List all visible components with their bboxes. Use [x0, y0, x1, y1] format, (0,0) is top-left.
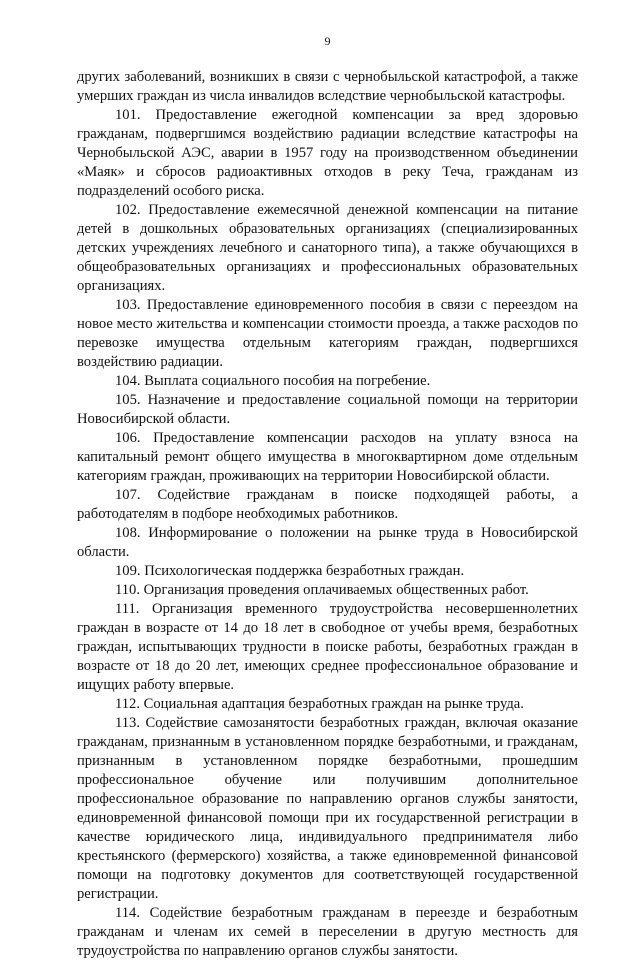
paragraph-item-105: 105. Назначение и предоставление социальной помощи на территории Новосибирской области. [77, 392, 578, 427]
paragraph-item-107: 107. Содействие гражданам в поиске подходящей работы, а работодателям в подборе необходимых работников. [77, 487, 578, 522]
paragraph-item-103: 103. Предоставление единовременного пособия в связи с переездом на новое место жительства и компенсации стоимости проезда, а также расходов по перевозке имущества отдельным категориям граждан, подвергшихся воздействию радиации. [77, 297, 578, 370]
paragraph-item-112: 112. Социальная адаптация безработных граждан на рынке труда. [115, 696, 524, 712]
paragraph-item-113: 113. Содействие самозанятости безработных граждан, включая оказание гражданам, признанным в установленном порядке безработными, и гражданам, признанным в установленном порядке безработными, прошедшим профессиональное обучение или получившим дополнительное профессиональное образование по направлению органов службы занятости, единовременной финансовой помощи при их государственной регистрации в качестве юридического лица, индивидуального предпринимателя либо крестьянского (фермерского) хозяйства, а также единовременной финансовой помощи на подготовку документов для соответствующей государственной регистрации. [77, 715, 578, 902]
paragraph-item-102: 102. Предоставление ежемесячной денежной компенсации на питание детей в дошкольных образовательных организациях (специализированных детских учреждениях лечебного и санаторного типа), а также обучающихся в общеобразовательных организациях и профессиональных образовательных организациях. [77, 202, 578, 294]
paragraph-item-106: 106. Предоставление компенсации расходов на уплату взноса на капитальный ремонт общего имущества в многоквартирном доме отдельным категориям граждан, проживающих на территории Новосибирской области. [77, 430, 578, 484]
paragraph-continuation: других заболеваний, возникших в связи с чернобыльской катастрофой, а также умерших граждан из числа инвалидов вследствие чернобыльской катастрофы. [77, 69, 578, 104]
paragraph-item-109: 109. Психологическая поддержка безработных граждан. [115, 563, 465, 579]
paragraph-item-110: 110. Организация проведения оплачиваемых общественных работ. [115, 582, 529, 598]
paragraph-item-104: 104. Выплата социального пособия на погребение. [115, 373, 431, 389]
paragraph-item-111: 111. Организация временного трудоустройства несовершеннолетних граждан в возрасте от 14 до 18 лет в свободное от учебы время, безработных граждан, испытывающих трудности в поиске работы, безработных граждан в возрасте от 18 до 20 лет, имеющих среднее профессиональное образование и ищущих работу впервые. [77, 601, 578, 693]
paragraph-item-114: 114. Содействие безработным гражданам в переезде и безработным гражданам и членам их семей в переселении в другую местность для трудоустройства по направлению органов службы занятости. [77, 905, 578, 959]
paragraph-item-101: 101. Предоставление ежегодной компенсации за вред здоровью гражданам, подвергшимся воздействию радиации вследствие катастрофы на Чернобыльской АЭС, аварии в 1957 году на производственном объединении «Маяк» и сбросов радиоактивных отходов в реку Теча, гражданам из подразделений особого риска. [77, 107, 578, 199]
page-number: 9 [324, 34, 331, 48]
paragraph-item-108: 108. Информирование о положении на рынке труда в Новосибирской области. [77, 525, 578, 560]
